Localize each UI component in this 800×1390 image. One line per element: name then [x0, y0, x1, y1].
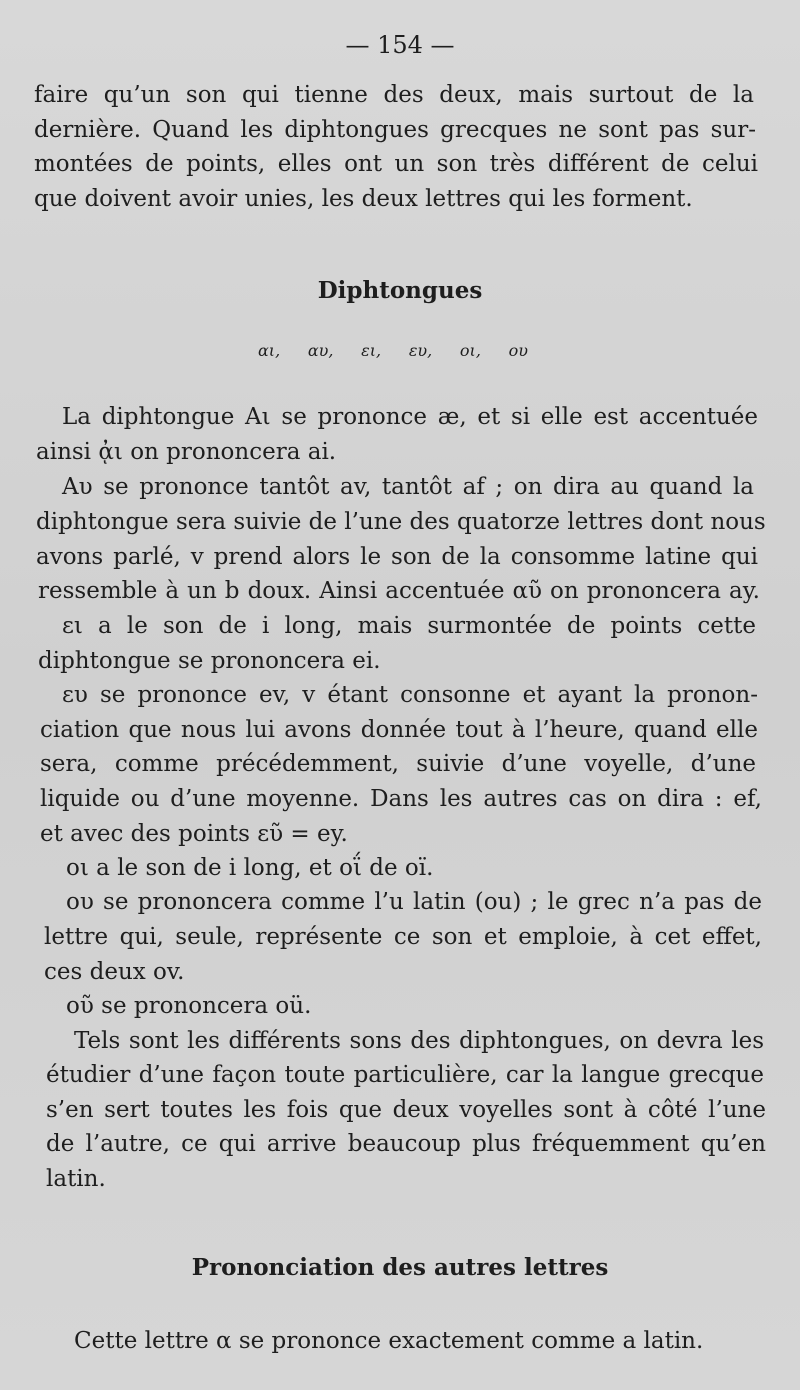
text-line: et avec des points εῦ = ey. — [40, 821, 348, 847]
diphthong-list — [258, 336, 528, 366]
text-line: ressemble à un b doux. Ainsi accentuée αῦ on prononcera ay. — [38, 578, 760, 604]
diphthong-item: αι, — [258, 341, 281, 360]
diphthong-item: ει, — [361, 341, 382, 360]
text-line: ει a le son de i long, mais surmontée de points cette — [62, 613, 756, 639]
text-line: Tels sont les différents sons des diphtongues, on devra les — [74, 1028, 764, 1054]
text-line: diphtongue sera suivie de l’une des quatorze lettres dont nous — [36, 509, 766, 535]
text-line: οι a le son de i long, et οΐ de oï. — [66, 855, 434, 881]
diphthong-item: ου — [508, 341, 528, 360]
text-line: dernière. Quand les diphtongues grecques ne sont pas sur- — [34, 117, 756, 143]
text-line: ciation que nous lui avons donnée tout à l’heure, quand elle — [40, 717, 758, 743]
text-line: Αυ se prononce tantôt av, tantôt af ; on dira au quand la — [62, 474, 754, 500]
text-line: diphtongue se prononcera ei. — [38, 648, 381, 674]
section-title-diphtongues: Diphtongues — [317, 277, 483, 304]
text-line: ces deux ov. — [44, 959, 185, 985]
text-line: La diphtongue Αι se prononce æ, et si elle est accentuée — [62, 404, 758, 430]
text-line: ευ se prononce ev, v étant consonne et ayant la pronon- — [62, 682, 758, 708]
text-line: étudier d’une façon toute particulière, car la langue grecque — [46, 1062, 764, 1088]
diphthong-item: ευ, — [408, 341, 433, 360]
text-line: avons parlé, v prend alors le son de la consomme latine qui — [36, 544, 758, 570]
text-line: lettre qui, seule, représente ce son et emploie, à cet effet, — [44, 924, 762, 950]
diphthong-item: οι, — [459, 341, 481, 360]
text-line: que doivent avoir unies, les deux lettres qui les forment. — [34, 186, 693, 212]
text-line: Cette lettre α se prononce exactement comme a latin. — [74, 1328, 704, 1354]
text-line: οῦ se prononcera oü. — [66, 993, 312, 1019]
text-line: montées de points, elles ont un son très différent de celui — [34, 151, 758, 177]
text-line: liquide ou d’une moyenne. Dans les autres cas on dira : ef, — [40, 786, 762, 812]
text-line: ου se prononcera comme l’u latin (ou) ; le grec n’a pas de — [66, 889, 762, 915]
text-line: sera, comme précédemment, suivie d’une voyelle, d’une — [40, 751, 756, 777]
section-title-autres-lettres: Prononciation des autres lettres — [191, 1254, 609, 1281]
text-line: ainsi ᾀι on prononcera ai. — [36, 439, 337, 465]
text-line: faire qu’un son qui tienne des deux, mais surtout de la — [34, 82, 754, 108]
page-number: — 154 — — [345, 31, 455, 59]
text-line: de l’autre, ce qui arrive beaucoup plus fréquemment qu’en — [46, 1131, 766, 1157]
text-line: latin. — [46, 1166, 106, 1192]
text-line: s’en sert toutes les fois que deux voyelles sont à côté l’une — [46, 1097, 766, 1123]
diphthong-item: αυ, — [307, 341, 334, 360]
